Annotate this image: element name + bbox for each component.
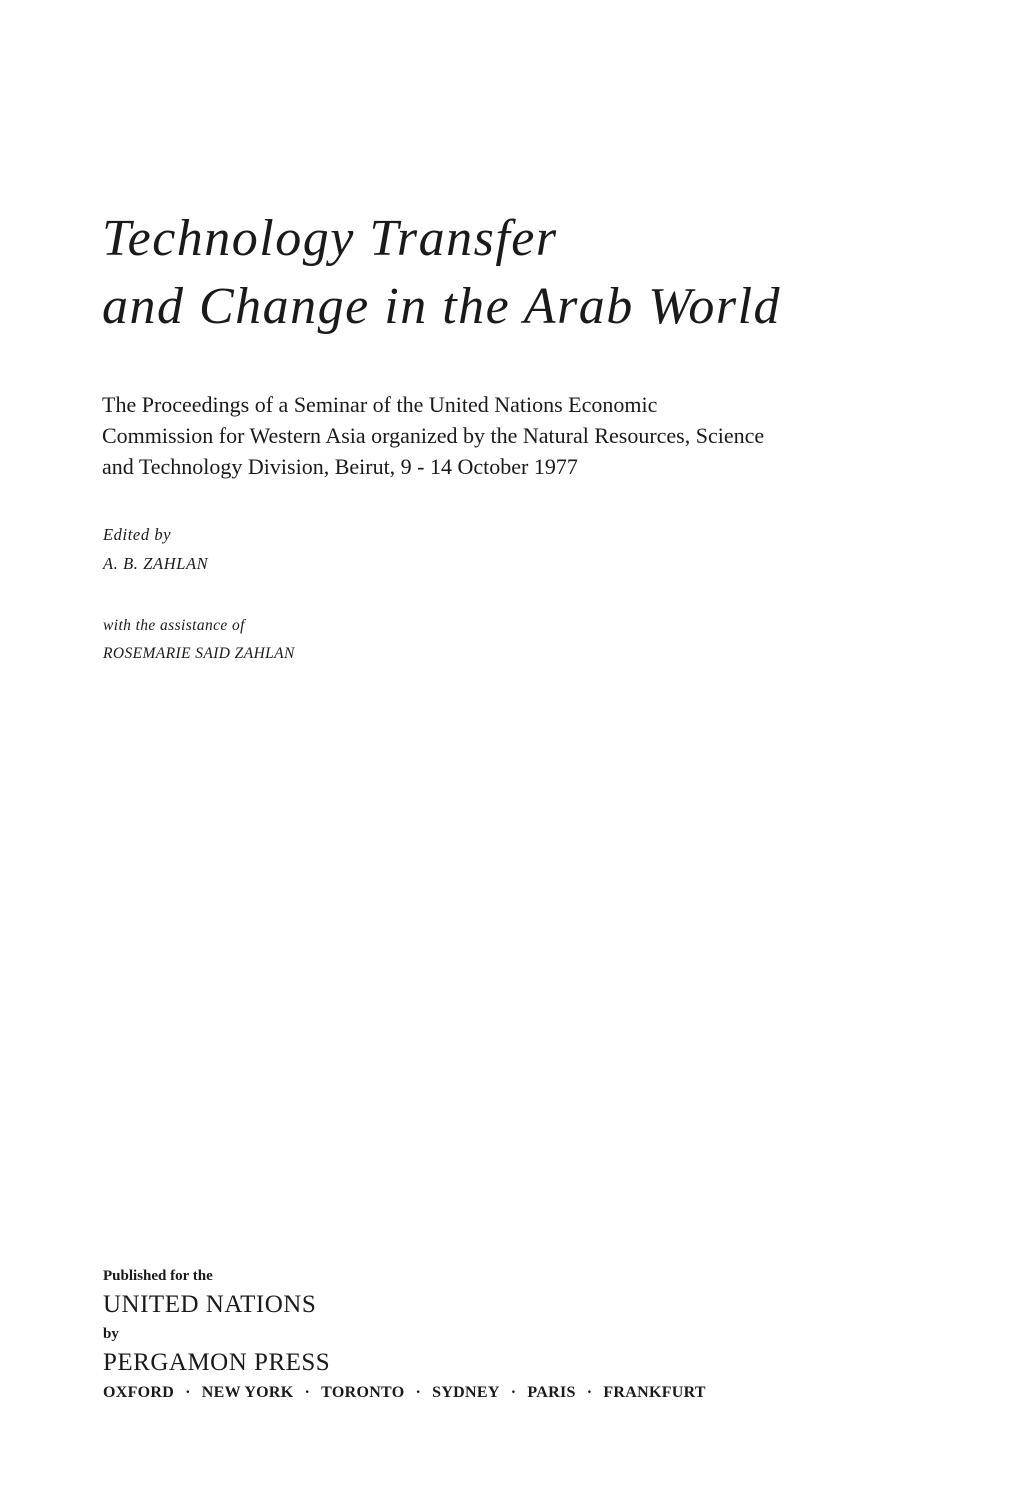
book-title-line-2: and Change in the Arab World — [102, 278, 782, 335]
editor-label: Edited by — [103, 525, 172, 544]
organization-name: UNITED NATIONS — [103, 1291, 317, 1318]
city-separator: · — [415, 1384, 422, 1401]
assistant-credit — [103, 612, 295, 668]
city-sydney: SYDNEY — [432, 1384, 500, 1401]
city-separator: · — [304, 1384, 311, 1401]
subtitle-line-3: and Technology Division, Beirut, 9 - 14 October 1977 — [102, 454, 578, 479]
city-paris: PARIS — [527, 1384, 576, 1401]
city-toronto: TORONTO — [321, 1384, 405, 1401]
editor-credit — [103, 520, 208, 578]
editor-name: A. B. ZAHLAN — [103, 554, 209, 573]
book-title-line-1: Technology Transfer — [102, 210, 558, 267]
assistant-label: with the assistance of — [103, 617, 245, 634]
subtitle-line-2: Commission for Western Asia organized by the Natural Resources, Science — [102, 423, 765, 448]
book-title — [102, 205, 781, 341]
city-separator: · — [185, 1384, 191, 1401]
published-for-label: Published for the — [103, 1268, 213, 1284]
assistant-name: ROSEMARIE SAID ZAHLAN — [103, 645, 295, 662]
city-separator: · — [586, 1384, 593, 1401]
city-oxford: OXFORD — [103, 1384, 175, 1401]
publisher-name: PERGAMON PRESS — [103, 1349, 331, 1376]
city-separator: · — [510, 1384, 517, 1401]
city-new-york: NEW YORK — [201, 1384, 294, 1401]
publisher-cities — [103, 1379, 706, 1407]
city-frankfurt: FRANKFURT — [603, 1384, 706, 1401]
subtitle-line-1: The Proceedings of a Seminar of the United Nations Economic — [102, 392, 658, 417]
by-label: by — [103, 1326, 119, 1342]
publisher-block — [103, 1263, 706, 1407]
book-subtitle — [102, 389, 764, 482]
